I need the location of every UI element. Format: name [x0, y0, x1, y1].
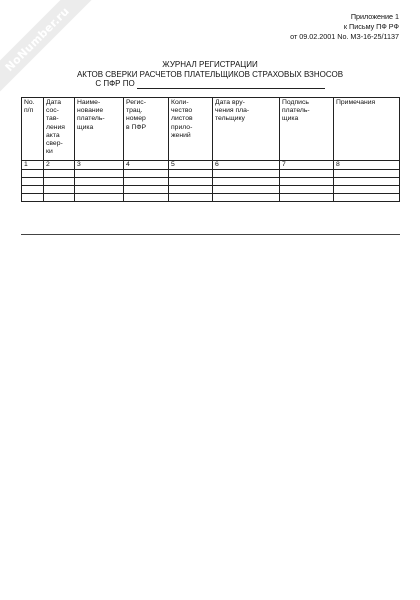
table-cell[interactable]: [124, 186, 169, 194]
table-cell[interactable]: [213, 194, 280, 202]
table-number-row: [22, 161, 400, 170]
table-cell[interactable]: [280, 194, 334, 202]
table-cell[interactable]: [334, 178, 400, 186]
table-cell[interactable]: [169, 170, 213, 178]
table-cell[interactable]: [213, 178, 280, 186]
appendix-line-2: к Письму ПФ РФ: [343, 22, 399, 31]
table-cell[interactable]: [22, 178, 44, 186]
column-header: Подпись платель- щика: [280, 98, 334, 161]
column-header: Дата вру- чения пла- тельщику: [213, 98, 280, 161]
table-cell[interactable]: [280, 186, 334, 194]
table-cell[interactable]: [124, 194, 169, 202]
title-fill-line: [137, 80, 325, 89]
table-cell[interactable]: [169, 186, 213, 194]
document-title: [0, 60, 420, 89]
title-line-3: [95, 79, 324, 89]
column-header: Регис- трац. номер в ПФР: [124, 98, 169, 161]
table-cell[interactable]: [334, 186, 400, 194]
table-row: [22, 194, 400, 202]
title-line-3-text: С ПФР ПО: [95, 79, 135, 88]
table-row: [22, 186, 400, 194]
appendix-line-1: Приложение 1: [350, 12, 399, 21]
table-row: [22, 178, 400, 186]
table-cell[interactable]: [334, 170, 400, 178]
table-cell[interactable]: [44, 194, 75, 202]
table-cell[interactable]: [44, 170, 75, 178]
title-line-1: ЖУРНАЛ РЕГИСТРАЦИИ: [162, 60, 258, 69]
column-number: 1: [22, 161, 44, 170]
title-line-2: АКТОВ СВЕРКИ РАСЧЕТОВ ПЛАТЕЛЬЩИКОВ СТРАХОВЫХ ВЗНОСОВ: [76, 69, 344, 79]
column-header: No. п/п: [22, 98, 44, 161]
column-header: Наиме- нование платель- щика: [75, 98, 124, 161]
column-number: 2: [44, 161, 75, 170]
table-header-row: [22, 98, 400, 161]
column-number: 7: [280, 161, 334, 170]
column-number: 6: [213, 161, 280, 170]
watermark-band: [0, 0, 105, 107]
table-cell[interactable]: [75, 194, 124, 202]
table-cell[interactable]: [169, 194, 213, 202]
table-cell[interactable]: [169, 178, 213, 186]
table-cell[interactable]: [22, 170, 44, 178]
registration-table: [21, 97, 400, 202]
table-cell[interactable]: [44, 186, 75, 194]
table-cell[interactable]: [213, 170, 280, 178]
table-cell[interactable]: [44, 178, 75, 186]
column-header: Коли- чество листов прило- жений: [169, 98, 213, 161]
table-cell[interactable]: [124, 170, 169, 178]
column-number: 5: [169, 161, 213, 170]
table-cell[interactable]: [334, 194, 400, 202]
appendix-note: [290, 12, 399, 42]
appendix-line-3: от 09.02.2001 No. МЗ-16-25/1137: [290, 32, 399, 41]
column-number: 8: [334, 161, 400, 170]
column-header: Дата сос- тав- ления акта свер- ки: [44, 98, 75, 161]
table-cell[interactable]: [213, 186, 280, 194]
bottom-rule: [21, 234, 400, 235]
table-cell[interactable]: [75, 170, 124, 178]
column-number: 4: [124, 161, 169, 170]
table-cell[interactable]: [75, 186, 124, 194]
watermark-text: NoNumber.ru: [2, 4, 72, 74]
column-number: 3: [75, 161, 124, 170]
table-cell[interactable]: [75, 178, 124, 186]
column-header: Примечания: [334, 98, 400, 161]
table-cell[interactable]: [124, 178, 169, 186]
table-row: [22, 170, 400, 178]
table-cell[interactable]: [280, 178, 334, 186]
table-cell[interactable]: [22, 194, 44, 202]
table-cell[interactable]: [22, 186, 44, 194]
table-cell[interactable]: [280, 170, 334, 178]
